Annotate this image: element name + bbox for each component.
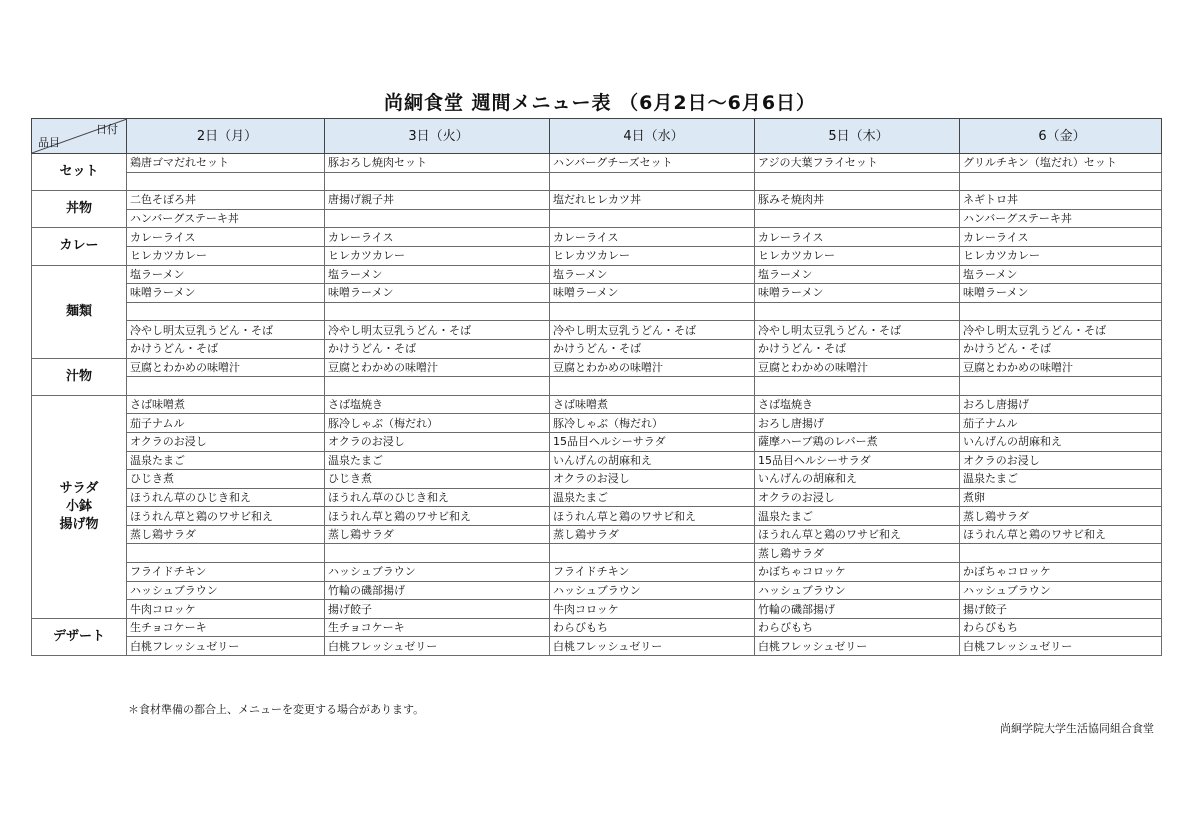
category-label: 麺類: [32, 265, 127, 358]
menu-item: 牛肉コロッケ: [550, 600, 755, 619]
menu-item: カレーライス: [755, 228, 960, 247]
menu-row: [32, 246, 1162, 265]
footnote: ＊食材準備の都合上、メニューを変更する場合があります。: [128, 703, 425, 716]
menu-item: カレーライス: [550, 228, 755, 247]
menu-item: 煮卵: [960, 488, 1162, 507]
menu-item: [755, 172, 960, 191]
menu-item: 蒸し鶏サラダ: [127, 525, 325, 544]
menu-item: 温泉たまご: [960, 470, 1162, 489]
menu-item: 白桃フレッシュゼリー: [325, 637, 550, 656]
menu-item: ヒレカツカレー: [755, 246, 960, 265]
menu-row: [32, 358, 1162, 377]
menu-item: 15品目ヘルシーサラダ: [550, 432, 755, 451]
menu-item: [127, 172, 325, 191]
menu-item: [550, 377, 755, 396]
menu-item: [550, 302, 755, 321]
category-label: サラダ 小鉢 揚げ物: [32, 395, 127, 618]
menu-row: [32, 414, 1162, 433]
menu-item: ハンバーグステーキ丼: [127, 209, 325, 228]
menu-item: ほうれん草と鶏のワサビ和え: [960, 525, 1162, 544]
menu-item: [127, 377, 325, 396]
menu-row: [32, 581, 1162, 600]
menu-item: 温泉たまご: [755, 507, 960, 526]
menu-item: 豆腐とわかめの味噌汁: [960, 358, 1162, 377]
menu-item: オクラのお浸し: [550, 470, 755, 489]
menu-item: オクラのお浸し: [127, 432, 325, 451]
menu-item: 味噌ラーメン: [550, 284, 755, 303]
menu-item: ハッシュブラウン: [127, 581, 325, 600]
menu-item: わらびもち: [550, 618, 755, 637]
menu-item: ヒレカツカレー: [127, 246, 325, 265]
menu-item: [325, 544, 550, 563]
menu-item: カレーライス: [325, 228, 550, 247]
menu-item: かけうどん・そば: [550, 339, 755, 358]
category-group: [32, 395, 1162, 618]
menu-item: [755, 377, 960, 396]
day-header: 2日（月）: [127, 119, 325, 154]
corner-cell: [32, 119, 127, 154]
menu-item: 豆腐とわかめの味噌汁: [127, 358, 325, 377]
day-header: 5日（木）: [755, 119, 960, 154]
corner-item-label: 品目: [38, 136, 60, 149]
menu-item: オクラのお浸し: [960, 451, 1162, 470]
menu-item: [127, 544, 325, 563]
menu-item: オクラのお浸し: [755, 488, 960, 507]
menu-item: 温泉たまご: [127, 451, 325, 470]
menu-item: ハッシュブラウン: [960, 581, 1162, 600]
menu-item: 生チョコケーキ: [325, 618, 550, 637]
menu-item: ハッシュブラウン: [755, 581, 960, 600]
menu-item: かけうどん・そば: [960, 339, 1162, 358]
menu-item: フライドチキン: [550, 563, 755, 582]
menu-item: ほうれん草と鶏のワサビ和え: [755, 525, 960, 544]
menu-item: [550, 172, 755, 191]
menu-item: カレーライス: [127, 228, 325, 247]
category-group: [32, 265, 1162, 358]
menu-item: ほうれん草のひじき和え: [127, 488, 325, 507]
menu-item: グリルチキン（塩だれ）セット: [960, 154, 1162, 173]
menu-item: 揚げ餃子: [960, 600, 1162, 619]
menu-row: [32, 228, 1162, 247]
menu-item: 蒸し鶏サラダ: [960, 507, 1162, 526]
category-label: カレー: [32, 228, 127, 265]
menu-item: 白桃フレッシュゼリー: [755, 637, 960, 656]
menu-item: わらびもち: [960, 618, 1162, 637]
menu-item: かぼちゃコロッケ: [960, 563, 1162, 582]
menu-item: 牛肉コロッケ: [127, 600, 325, 619]
category-label: デザート: [32, 618, 127, 655]
menu-item: カレーライス: [960, 228, 1162, 247]
menu-item: 温泉たまご: [550, 488, 755, 507]
menu-item: 蒸し鶏サラダ: [755, 544, 960, 563]
menu-item: ハッシュブラウン: [325, 563, 550, 582]
menu-item: おろし唐揚げ: [960, 395, 1162, 414]
page-title: 尚絅食堂 週間メニュー表 （6月2日～6月6日）: [383, 92, 817, 114]
menu-row: [32, 618, 1162, 637]
menu-item: 冷やし明太豆乳うどん・そば: [755, 321, 960, 340]
menu-item: ほうれん草のひじき和え: [325, 488, 550, 507]
menu-item: [325, 302, 550, 321]
menu-row: [32, 395, 1162, 414]
menu-item: ひじき煮: [325, 470, 550, 489]
menu-item: 茄子ナムル: [127, 414, 325, 433]
menu-item: おろし唐揚げ: [755, 414, 960, 433]
menu-item: かけうどん・そば: [325, 339, 550, 358]
menu-item: 竹輪の磯部揚げ: [325, 581, 550, 600]
menu-item: ハンバーグチーズセット: [550, 154, 755, 173]
menu-item: ハッシュブラウン: [550, 581, 755, 600]
menu-item: さば塩焼き: [325, 395, 550, 414]
menu-row: [32, 339, 1162, 358]
menu-item: [325, 172, 550, 191]
menu-item: さば味噌煮: [127, 395, 325, 414]
menu-row: [32, 544, 1162, 563]
menu-item: 薩摩ハーブ鶏のレバー煮: [755, 432, 960, 451]
menu-item: 白桃フレッシュゼリー: [550, 637, 755, 656]
header-row: [32, 119, 1162, 154]
menu-item: 塩ラーメン: [960, 265, 1162, 284]
category-group: [32, 228, 1162, 265]
menu-item: 塩ラーメン: [755, 265, 960, 284]
menu-item: 生チョコケーキ: [127, 618, 325, 637]
menu-item: 味噌ラーメン: [755, 284, 960, 303]
menu-item: いんげんの胡麻和え: [960, 432, 1162, 451]
menu-item: いんげんの胡麻和え: [550, 451, 755, 470]
menu-row: [32, 637, 1162, 656]
menu-item: 冷やし明太豆乳うどん・そば: [550, 321, 755, 340]
menu-item: さば塩焼き: [755, 395, 960, 414]
menu-item: ヒレカツカレー: [550, 246, 755, 265]
menu-item: 蒸し鶏サラダ: [550, 525, 755, 544]
menu-item: 豚みそ焼肉丼: [755, 191, 960, 210]
menu-item: 豆腐とわかめの味噌汁: [550, 358, 755, 377]
menu-item: 15品目ヘルシーサラダ: [755, 451, 960, 470]
menu-row: [32, 507, 1162, 526]
menu-item: 茄子ナムル: [960, 414, 1162, 433]
menu-item: 豚おろし焼肉セット: [325, 154, 550, 173]
category-group: [32, 358, 1162, 395]
menu-row: [32, 172, 1162, 191]
menu-item: わらびもち: [755, 618, 960, 637]
menu-item: ほうれん草と鶏のワサビ和え: [550, 507, 755, 526]
menu-row: [32, 488, 1162, 507]
menu-item: 白桃フレッシュゼリー: [127, 637, 325, 656]
menu-row: [32, 191, 1162, 210]
day-header: 3日（火）: [325, 119, 550, 154]
menu-item: 二色そぼろ丼: [127, 191, 325, 210]
menu-row: [32, 563, 1162, 582]
menu-item: 揚げ餃子: [325, 600, 550, 619]
menu-item: 豆腐とわかめの味噌汁: [755, 358, 960, 377]
menu-item: 冷やし明太豆乳うどん・そば: [127, 321, 325, 340]
menu-item: 冷やし明太豆乳うどん・そば: [325, 321, 550, 340]
menu-item: 冷やし明太豆乳うどん・そば: [960, 321, 1162, 340]
menu-item: ヒレカツカレー: [325, 246, 550, 265]
category-group: [32, 154, 1162, 191]
weekly-menu-table: [31, 118, 1162, 656]
menu-row: [32, 451, 1162, 470]
menu-item: 豚冷しゃぶ（梅だれ）: [550, 414, 755, 433]
menu-item: 塩だれヒレカツ丼: [550, 191, 755, 210]
menu-item: [755, 302, 960, 321]
menu-item: いんげんの胡麻和え: [755, 470, 960, 489]
menu-item: 豆腐とわかめの味噌汁: [325, 358, 550, 377]
corner-date-label: 日付: [96, 123, 118, 136]
menu-item: 豚冷しゃぶ（梅だれ）: [325, 414, 550, 433]
menu-item: [755, 209, 960, 228]
category-group: [32, 618, 1162, 655]
menu-item: [960, 302, 1162, 321]
organization-name: 尚絅学院大学生活協同組合食堂: [1000, 722, 1154, 735]
menu-item: かぼちゃコロッケ: [755, 563, 960, 582]
menu-item: ほうれん草と鶏のワサビ和え: [325, 507, 550, 526]
menu-item: かけうどん・そば: [127, 339, 325, 358]
menu-item: 味噌ラーメン: [325, 284, 550, 303]
menu-item: 竹輪の磯部揚げ: [755, 600, 960, 619]
menu-row: [32, 209, 1162, 228]
menu-row: [32, 321, 1162, 340]
menu-item: [550, 209, 755, 228]
menu-row: [32, 265, 1162, 284]
menu-item: 温泉たまご: [325, 451, 550, 470]
menu-row: [32, 154, 1162, 173]
menu-row: [32, 302, 1162, 321]
category-label: 汁物: [32, 358, 127, 395]
menu-row: [32, 600, 1162, 619]
menu-item: 塩ラーメン: [550, 265, 755, 284]
menu-item: 味噌ラーメン: [960, 284, 1162, 303]
menu-item: [960, 377, 1162, 396]
menu-item: 塩ラーメン: [127, 265, 325, 284]
menu-item: [325, 209, 550, 228]
menu-item: 塩ラーメン: [325, 265, 550, 284]
day-header: 4日（水）: [550, 119, 755, 154]
menu-row: [32, 470, 1162, 489]
menu-item: ほうれん草と鶏のワサビ和え: [127, 507, 325, 526]
menu-item: [960, 172, 1162, 191]
menu-row: [32, 284, 1162, 303]
menu-item: オクラのお浸し: [325, 432, 550, 451]
menu-item: [960, 544, 1162, 563]
menu-item: [550, 544, 755, 563]
menu-row: [32, 377, 1162, 396]
category-label: 丼物: [32, 191, 127, 228]
menu-item: アジの大葉フライセット: [755, 154, 960, 173]
menu-row: [32, 432, 1162, 451]
menu-item: ヒレカツカレー: [960, 246, 1162, 265]
menu-row: [32, 525, 1162, 544]
menu-item: [127, 302, 325, 321]
menu-item: 味噌ラーメン: [127, 284, 325, 303]
menu-item: ネギトロ丼: [960, 191, 1162, 210]
menu-item: 白桃フレッシュゼリー: [960, 637, 1162, 656]
menu-item: ハンバーグステーキ丼: [960, 209, 1162, 228]
menu-item: ひじき煮: [127, 470, 325, 489]
menu-item: 蒸し鶏サラダ: [325, 525, 550, 544]
menu-item: 鶏唐ゴマだれセット: [127, 154, 325, 173]
category-group: [32, 191, 1162, 228]
category-label: セット: [32, 154, 127, 191]
menu-item: [325, 377, 550, 396]
menu-item: 唐揚げ親子丼: [325, 191, 550, 210]
menu-item: かけうどん・そば: [755, 339, 960, 358]
day-header: 6（金）: [960, 119, 1162, 154]
menu-item: さば味噌煮: [550, 395, 755, 414]
menu-item: フライドチキン: [127, 563, 325, 582]
